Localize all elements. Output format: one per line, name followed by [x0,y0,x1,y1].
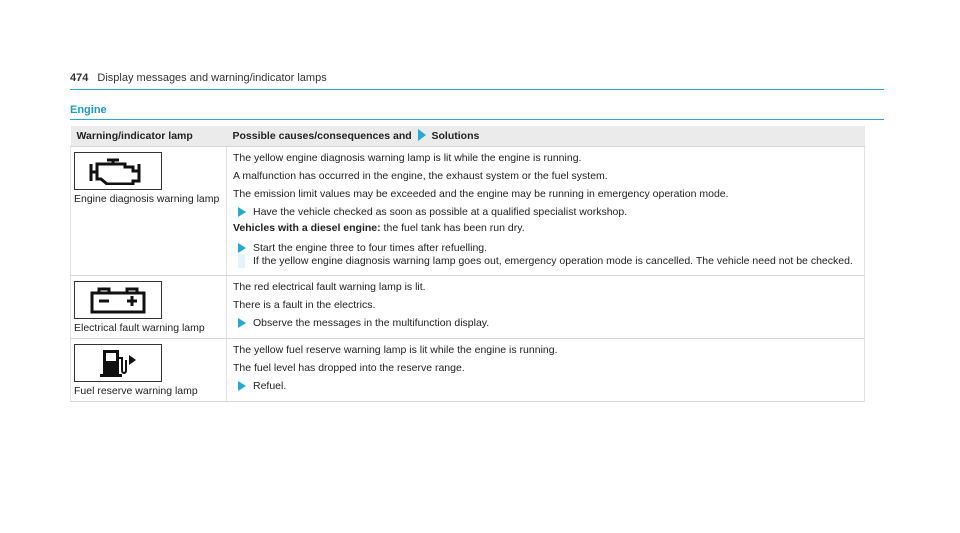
col-header-causes-text: Possible causes/consequences and [232,130,412,142]
causes-cell [227,339,865,402]
cause-line: The yellow fuel reserve warning lamp is lit while the engine is running. [233,344,558,356]
solution-step [233,317,858,330]
solution-step [233,242,858,268]
fuel-pump-icon [74,344,162,382]
solution-step [233,206,858,219]
cause-line: The fuel level has dropped into the reserve range. [233,362,465,374]
col-header-causes [227,126,865,147]
causes-cell [227,276,865,339]
solution-arrow-icon [418,129,426,141]
header-rule [70,89,884,90]
table-row [71,339,865,402]
col-header-solutions-text: Solutions [431,130,480,142]
lamp-cell [71,147,227,276]
lamp-cell [71,339,227,402]
step-arrow-icon [238,381,246,391]
lamp-cell [71,276,227,339]
step-text: If the yellow engine diagnosis warning lamp goes out, emergency operation mode is cancelled. The vehicle need not be checked. [253,255,853,267]
cause-line: The yellow engine diagnosis warning lamp is lit while the engine is running. [233,152,582,164]
table-row [71,147,865,276]
header-title: Display messages and warning/indicator lamps [97,72,327,84]
engine-icon [74,152,162,190]
step-continuation-bar [238,254,245,268]
page-number: 474 [70,72,89,84]
step-text: Have the vehicle checked as soon as possible at a qualified specialist workshop. [253,206,628,218]
cause-line: The red electrical fault warning lamp is lit. [233,281,426,293]
diesel-note [233,222,858,235]
causes-cell [227,147,865,276]
section-rule [70,119,884,120]
lamp-label: Engine diagnosis warning lamp [74,193,220,205]
table-header-row [71,126,865,147]
lamp-label: Electrical fault warning lamp [74,322,205,334]
section-title: Engine [70,104,107,116]
diesel-label: Vehicles with a diesel engine: [233,222,381,234]
step-arrow-icon [238,243,246,253]
step-text: Refuel. [253,380,287,392]
table-row [71,276,865,339]
battery-icon [74,281,162,319]
lamp-label: Fuel reserve warning lamp [74,385,198,397]
step-arrow-icon [238,207,246,217]
step-text: Start the engine three to four times after refuelling. [253,242,488,254]
solution-step [233,380,858,393]
warning-lamp-table [70,126,865,402]
diesel-text: the fuel tank has been run dry. [380,222,525,234]
cause-line: The emission limit values may be exceeded and the engine may be running in emergency operation mode. [233,188,729,200]
step-arrow-icon [238,318,246,328]
cause-line: There is a fault in the electrics. [233,299,376,311]
step-text: Observe the messages in the multifunction display. [253,317,490,329]
cause-line: A malfunction has occurred in the engine, the exhaust system or the fuel system. [233,170,608,182]
page-header [70,72,327,84]
col-header-lamp: Warning/indicator lamp [71,126,227,147]
